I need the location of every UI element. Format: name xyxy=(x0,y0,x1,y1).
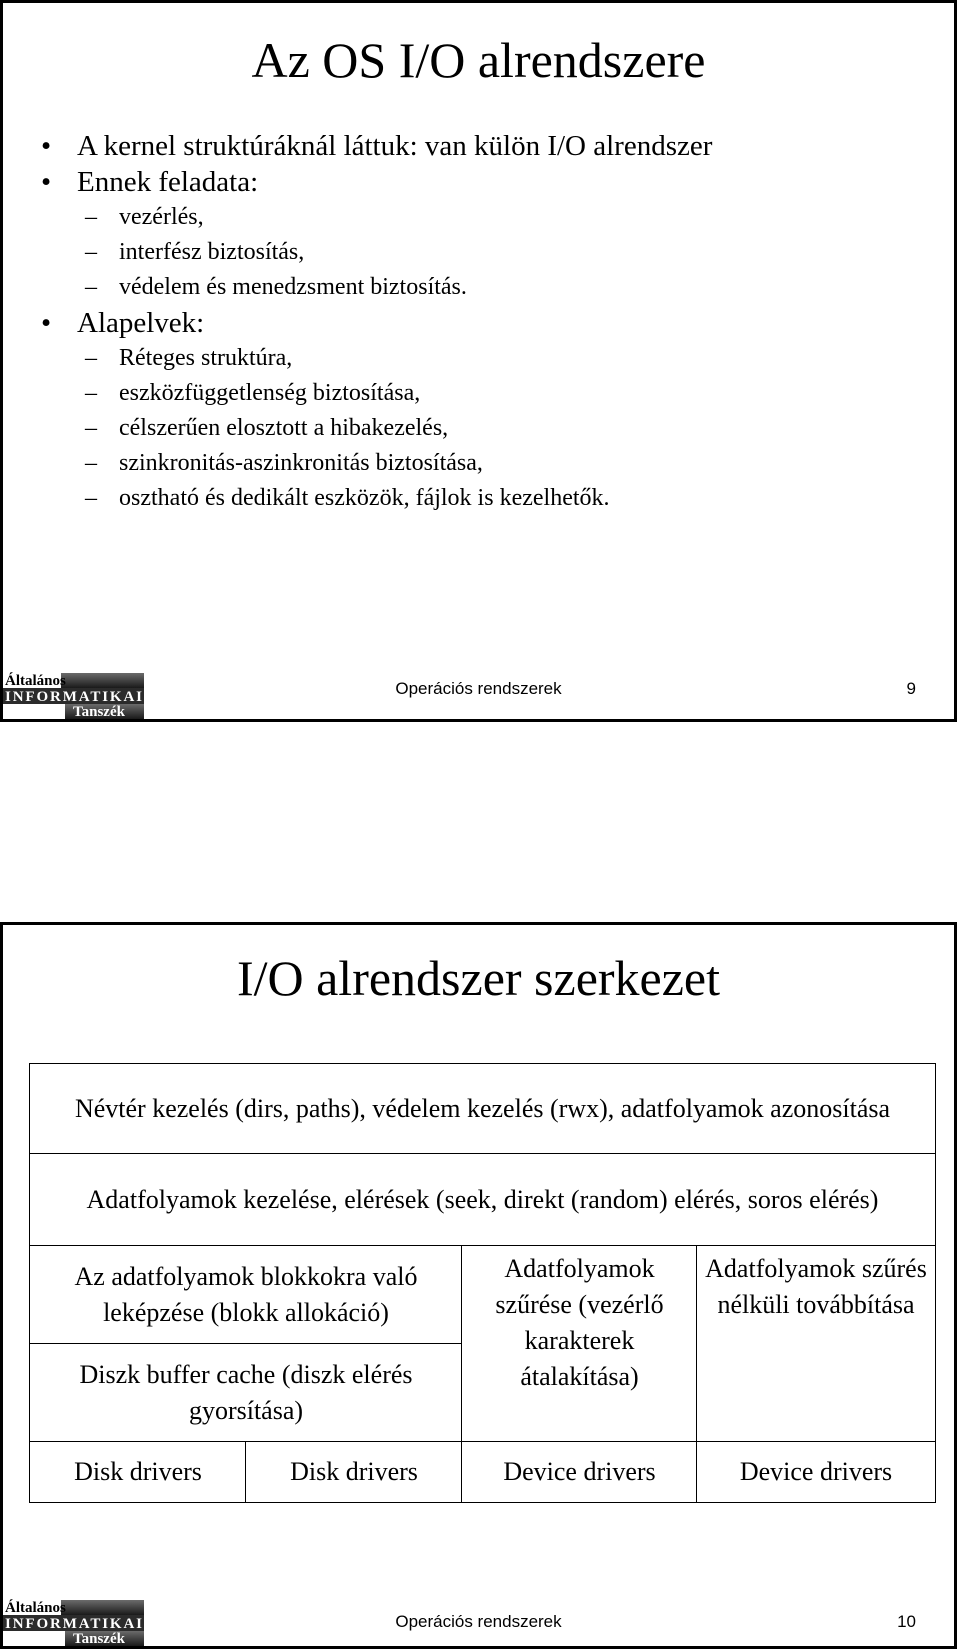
filtered-stream-box: Adatfolyamok szűrése (vezérlő karakterek átalakítása) xyxy=(461,1245,698,1443)
dash-icon: – xyxy=(85,274,97,300)
sub-bullet-text: védelem és menedzsment biztosítás. xyxy=(119,274,467,300)
bullet-list xyxy=(41,128,712,516)
sub-list xyxy=(41,341,712,516)
device-driver-box: Device drivers xyxy=(696,1441,936,1503)
disk-driver-box: Disk drivers xyxy=(245,1441,463,1503)
bullet-item xyxy=(41,164,712,305)
slide-footer xyxy=(3,669,954,719)
sub-bullet-text: szinkronitás-aszinkronitás biztosítása, xyxy=(119,450,483,476)
slide-title: I/O alrendszer szerkezet xyxy=(236,950,721,1006)
unfiltered-stream-box: Adatfolyamok szűrés nélküli továbbítása xyxy=(696,1245,936,1443)
bullet-dot-icon: • xyxy=(41,307,52,339)
stream-handling-layer-box: Adatfolyamok kezelése, elérések (seek, direkt (random) elérés, soros elérés) xyxy=(29,1153,936,1247)
dash-icon: – xyxy=(85,345,97,371)
svg-text:Általános: Általános xyxy=(5,1600,66,1616)
dash-icon: – xyxy=(85,450,97,476)
dash-icon: – xyxy=(85,380,97,406)
svg-text:INFORMATIKAI: INFORMATIKAI xyxy=(5,1616,142,1632)
disk-driver-box: Disk drivers xyxy=(29,1441,247,1503)
sub-bullet-item xyxy=(41,446,712,481)
dash-icon: – xyxy=(85,204,97,230)
dash-icon: – xyxy=(85,415,97,441)
device-driver-box: Device drivers xyxy=(461,1441,698,1503)
bullet-item xyxy=(41,305,712,516)
sub-bullet-text: célszerűen elosztott a hibakezelés, xyxy=(119,415,449,441)
sub-list xyxy=(41,200,712,305)
slide-10 xyxy=(0,922,957,1649)
sub-bullet-item xyxy=(41,270,712,305)
slide-title: Az OS I/O alrendszere xyxy=(251,32,706,88)
footer-course-name: Operációs rendszerek xyxy=(395,1612,562,1631)
sub-bullet-item xyxy=(41,341,712,376)
page-number: 10 xyxy=(897,1612,916,1631)
sub-bullet-item xyxy=(41,411,712,446)
sub-bullet-text: osztható és dedikált eszközök, fájlok is kezelhetők. xyxy=(119,485,610,511)
bullet-text: Alapelvek: xyxy=(77,307,205,339)
footer-course-name: Operációs rendszerek xyxy=(395,679,562,698)
sub-bullet-item xyxy=(41,481,712,516)
disk-buffer-cache-box: Diszk buffer cache (diszk elérés gyorsítása) xyxy=(29,1343,463,1443)
svg-text:Tanszék: Tanszék xyxy=(73,1631,125,1646)
slide-9 xyxy=(0,0,957,722)
sub-bullet-text: eszközfüggetlenség biztosítása, xyxy=(119,380,421,406)
sub-bullet-item xyxy=(41,376,712,411)
sub-bullet-text: Réteges struktúra, xyxy=(119,345,293,371)
slide-footer xyxy=(3,1596,954,1646)
bullet-dot-icon: • xyxy=(41,166,52,198)
dash-icon: – xyxy=(85,485,97,511)
bullet-dot-icon: • xyxy=(41,130,52,162)
io-subsystem-diagram xyxy=(29,1063,936,1521)
page-number: 9 xyxy=(906,679,916,698)
bullet-text: Ennek feladata: xyxy=(77,166,259,198)
block-mapping-box: Az adatfolyamok blokkokra való leképzése (blokk allokáció) xyxy=(29,1245,463,1345)
svg-text:Általános: Általános xyxy=(5,673,66,689)
sub-bullet-item xyxy=(41,200,712,235)
svg-text:INFORMATIKAI: INFORMATIKAI xyxy=(5,689,142,705)
dash-icon: – xyxy=(85,239,97,265)
bullet-item xyxy=(41,128,712,164)
namespace-layer-box: Névtér kezelés (dirs, paths), védelem kezelés (rwx), adatfolyamok azonosítása xyxy=(29,1063,936,1155)
bullet-text: A kernel struktúráknál láttuk: van külön I/O alrendszer xyxy=(77,130,713,162)
sub-bullet-item xyxy=(41,235,712,270)
sub-bullet-text: vezérlés, xyxy=(119,204,204,230)
sub-bullet-text: interfész biztosítás, xyxy=(119,239,305,265)
svg-text:Tanszék: Tanszék xyxy=(73,704,125,719)
